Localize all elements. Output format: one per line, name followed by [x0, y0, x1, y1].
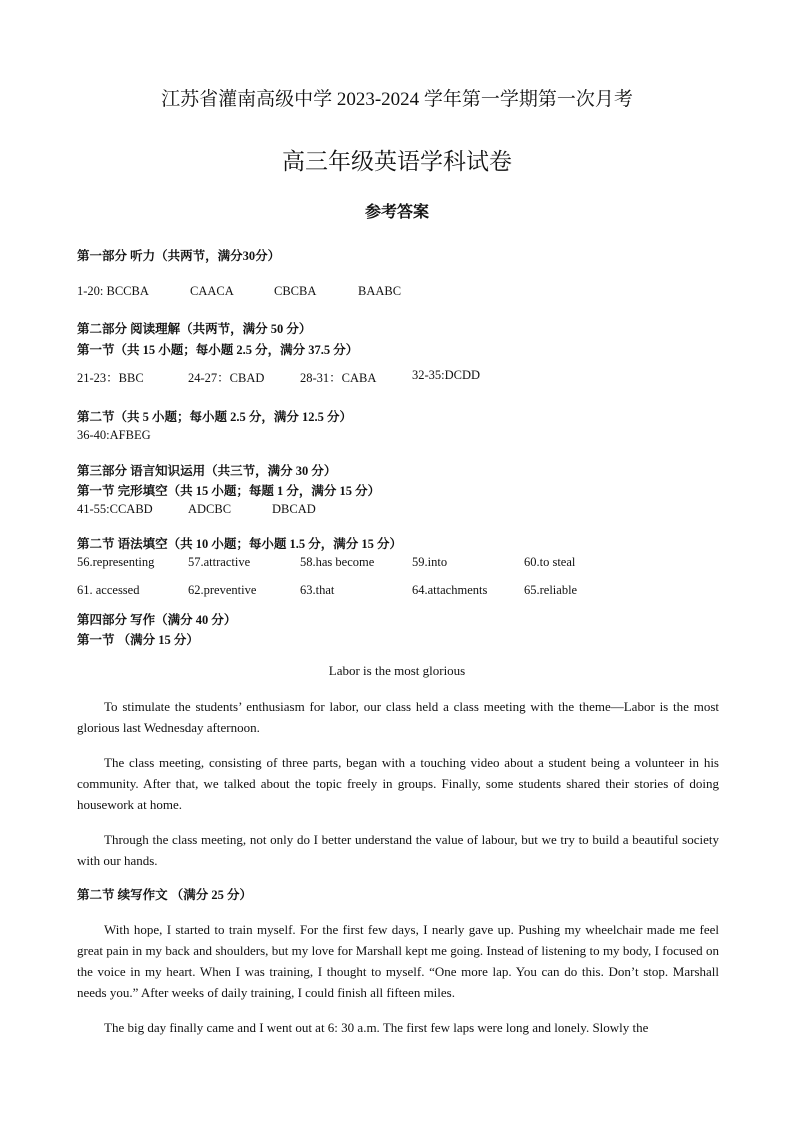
grammar-answer-58: 58.has become [300, 555, 375, 569]
grammar-answer-63: 63.that [300, 583, 335, 597]
answer-key-title: 参考答案 [364, 204, 429, 221]
grammar-answer-59: 59.into [412, 555, 448, 569]
exam-title-subject: 高三年级英语学科试卷 [282, 149, 512, 174]
grammar-answer-56: 56.representing [77, 555, 155, 569]
grammar-answer-62: 62.preventive [188, 583, 257, 597]
part3-heading: 第三部分 语言知识运用（共三节，满分 30 分） [77, 464, 337, 478]
part4-heading: 第四部分 写作（满分 40 分） [77, 613, 237, 627]
part2-section1-answers-1: 21-23：BBC [77, 371, 144, 385]
part3-section1-answers-1: 41-55:CCABD [77, 502, 153, 516]
essay-title: Labor is the most glorious [328, 663, 466, 678]
part3-section2-heading: 第二节 语法填空（共 10 小题；每小题 1.5 分，满分 15 分） [77, 537, 403, 551]
part1-answers-4: BAABC [358, 284, 402, 298]
essay-paragraph-3: Through the class meeting, not only do I better understand the value of labour, but we try to build a beautiful society with our hands. [77, 832, 719, 868]
part2-section2-heading: 第二节（共 5 小题；每小题 2.5 分，满分 12.5 分） [77, 410, 353, 424]
part2-section1-answers-3: 28-31：CABA [300, 371, 377, 385]
part4-section1-heading: 第一节 （满分 15 分） [77, 633, 199, 647]
continuation-paragraph-1: With hope, I started to train myself. For the first few days, I nearly gave up. Pushing my wheelchair made me feel great pain in my back and shoulders, but my love for Marshall kept me going. Instead of listening to my body, I focused on the voice in my heart. When I was training, I thought to myself. “One more lap. You can do this. Don’t stop. Marshall needs you.” After weeks of daily training, I could finish all fifteen miles. [77, 922, 719, 1000]
part2-heading: 第二部分 阅读理解（共两节，满分 50 分） [77, 322, 312, 336]
grammar-answer-61: 61. accessed [77, 583, 140, 597]
part3-section1-heading: 第一节 完形填空（共 15 小题；每题 1 分，满分 15 分） [77, 484, 381, 498]
grammar-answer-65: 65.reliable [524, 583, 578, 597]
grammar-answer-60: 60.to steal [524, 555, 576, 569]
part1-answers-2: CAACA [190, 284, 234, 298]
part3-section1-answers-3: DBCAD [272, 502, 316, 516]
grammar-answer-57: 57.attractive [188, 555, 251, 569]
essay-paragraph-1: To stimulate the students’ enthusiasm for labor, our class held a class meeting with the theme—Labor is the most glorious last Wednesday afternoon. [77, 699, 719, 735]
part2-section1-answers-2: 24-27：CBAD [188, 371, 265, 385]
part1-answers-1: 1-20: BCCBA [77, 284, 149, 298]
part2-section1-answers-4: 32-35:DCDD [412, 368, 481, 382]
grammar-answer-64: 64.attachments [412, 583, 488, 597]
part4-section2-heading: 第二节 续写作文 （满分 25 分） [77, 888, 253, 902]
part1-answers-3: CBCBA [274, 284, 317, 298]
continuation-paragraph-2: The big day finally came and I went out at 6: 30 a.m. The first few laps were long and lonely. Slowly the [104, 1020, 649, 1035]
part3-section1-answers-2: ADCBC [188, 502, 232, 516]
exam-title-school: 江苏省灌南高级中学 2023-2024 学年第一学期第一次月考 [161, 89, 633, 110]
essay-paragraph-2: The class meeting, consisting of three parts, began with a touching video about a student being a volunteer in his community. After that, we talked about the topic freely in groups. Finally, some students shared their stories of doing housework at home. [77, 755, 719, 812]
part2-section2-answers: 36-40:AFBEG [77, 428, 151, 442]
part2-section1-heading: 第一节（共 15 小题；每小题 2.5 分，满分 37.5 分） [77, 343, 359, 357]
part1-heading: 第一部分 听力（共两节，满分30分） [77, 249, 281, 263]
